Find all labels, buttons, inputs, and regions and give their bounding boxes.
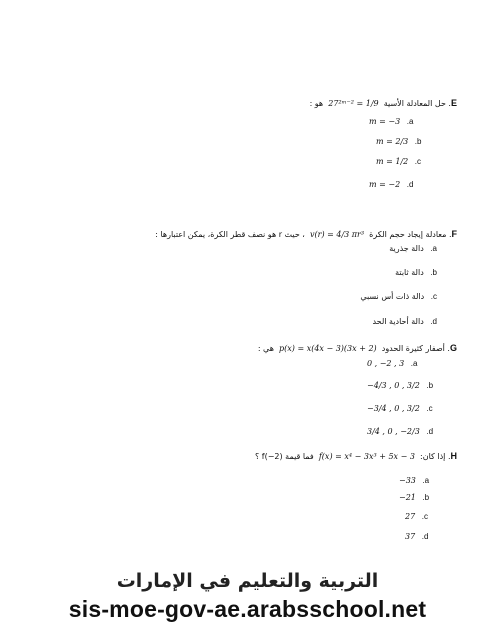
question-math: p(x) = x(4x − 3)(3x + 2) <box>279 344 377 353</box>
option-value: −21 <box>399 493 416 502</box>
question-text: معادلة إيجاد حجم الكرة <box>369 230 447 239</box>
question-letter: E <box>450 98 457 108</box>
question-tail: هو : <box>309 99 324 108</box>
option-label: .d <box>426 427 434 436</box>
question-tail: هي : <box>257 344 274 353</box>
option-value: −33 <box>399 476 416 485</box>
option-label: .b <box>430 268 437 277</box>
option-label: .b <box>422 493 430 502</box>
question-math: 27²ᵐ⁻² = 1/9 <box>328 99 379 108</box>
option-g-a[interactable] <box>367 359 417 368</box>
footer-title: التربية والتعليم في الإمارات <box>116 570 379 592</box>
option-label: .a <box>410 359 418 368</box>
option-h-d[interactable] <box>405 532 428 541</box>
option-value: −3/4 , 0 , 3/2 <box>367 404 420 413</box>
option-e-d[interactable] <box>369 180 413 189</box>
option-value: 0 , −2 , 3 <box>367 359 405 368</box>
option-g-d[interactable] <box>367 427 433 436</box>
option-e-b[interactable] <box>376 137 421 146</box>
question-tail: فما قيمة f(−2) ؟ <box>254 452 314 461</box>
question-tail: ، حيث r هو نصف قطر الكرة، يمكن اعتبارها : <box>155 230 305 239</box>
option-label: .c <box>430 292 437 301</box>
option-f-b[interactable] <box>395 268 437 277</box>
option-value: دالة ثابتة <box>395 268 424 277</box>
option-value: m = −2 <box>369 180 401 189</box>
option-label: .a <box>422 476 430 485</box>
option-f-a[interactable] <box>389 244 437 253</box>
option-value: دالة أحادية الحد <box>372 317 424 326</box>
question-math: f(x) = x⁴ − 3x³ + 5x − 3 <box>318 452 415 461</box>
option-label: .b <box>426 381 434 390</box>
question-letter: G <box>449 343 457 353</box>
question-h: H. إذا كان: f(x) = x⁴ − 3x³ + 5x − 3 فما قيمة f(−2) ؟ <box>254 451 457 461</box>
option-g-b[interactable] <box>367 381 433 390</box>
option-h-b[interactable] <box>399 493 429 502</box>
option-label: .a <box>406 117 414 126</box>
question-text: حل المعادلة الأسية <box>383 99 446 108</box>
option-label: .a <box>430 244 437 253</box>
option-label: .d <box>406 180 414 189</box>
question-text: إذا كان: <box>420 452 446 461</box>
option-value: m = −3 <box>369 117 401 126</box>
option-label: .c <box>421 512 428 521</box>
option-f-d[interactable] <box>372 317 437 326</box>
question-g: G. أصفار كثيرة الحدود p(x) = x(4x − 3)(3x + 2) هي : <box>257 343 457 353</box>
option-value: 37 <box>405 532 416 541</box>
option-value: دالة ذات أس نسبي <box>360 292 425 301</box>
question-e: E. حل المعادلة الأسية 27²ᵐ⁻² = 1/9 هو : <box>309 98 457 108</box>
option-h-a[interactable] <box>399 476 429 485</box>
option-value: −4/3 , 0 , 3/2 <box>367 381 420 390</box>
option-label: .b <box>414 137 422 146</box>
option-value: m = 1/2 <box>376 157 409 166</box>
option-value: m = 2/3 <box>376 137 409 146</box>
option-h-c[interactable] <box>405 512 428 521</box>
option-label: .c <box>426 404 433 413</box>
question-text: أصفار كثيرة الحدود <box>381 344 445 353</box>
option-label: .d <box>421 532 429 541</box>
question-f: F. معادلة إيجاد حجم الكرة v(r) = 4/3 πr³ ، حيث r هو نصف قطر الكرة، يمكن اعتبارها : <box>155 229 457 239</box>
question-letter: H <box>450 451 457 461</box>
option-value: دالة جذرية <box>389 244 424 253</box>
option-e-a[interactable] <box>369 117 413 126</box>
option-label: .d <box>430 317 437 326</box>
option-g-c[interactable] <box>367 404 433 413</box>
option-value: 3/4 , 0 , −2/3 <box>367 427 420 436</box>
option-e-c[interactable] <box>376 157 421 166</box>
option-f-c[interactable] <box>360 292 437 301</box>
footer-url[interactable]: sis-moe-gov-ae.arabsschool.net <box>68 596 427 622</box>
option-value: 27 <box>405 512 416 521</box>
question-math: v(r) = 4/3 πr³ <box>309 230 365 239</box>
question-letter: F <box>451 229 457 239</box>
option-label: .c <box>414 157 422 166</box>
